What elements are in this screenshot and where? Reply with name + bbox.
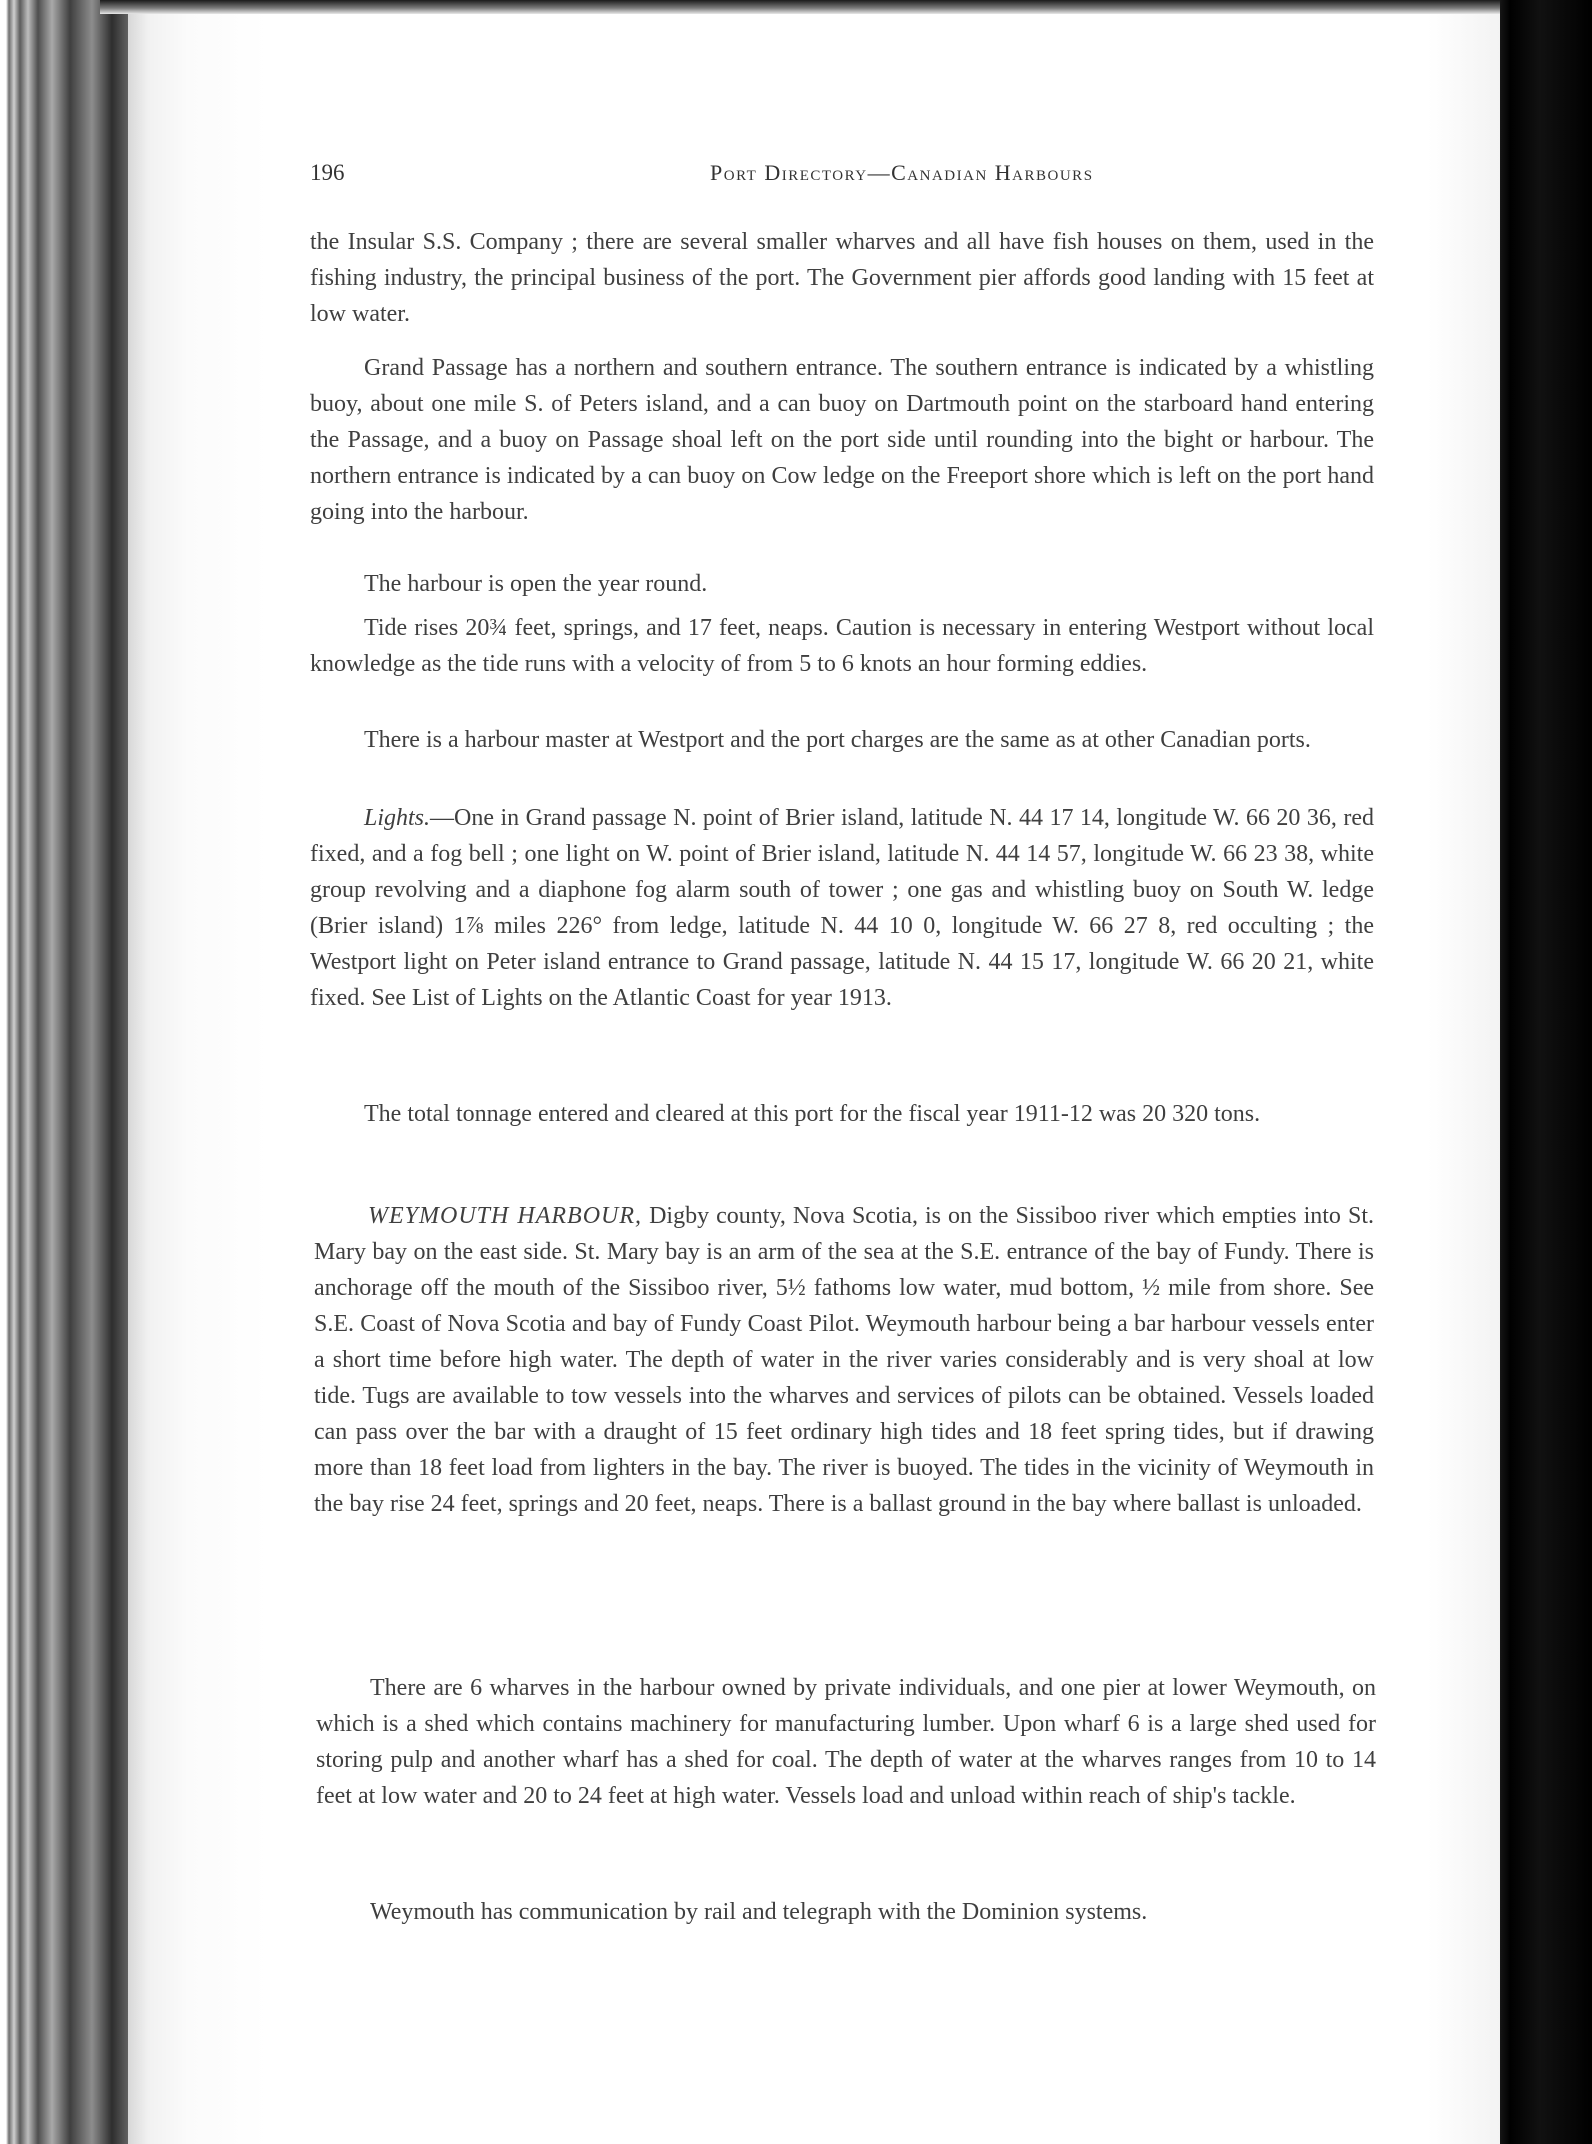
paragraph-tonnage: The total tonnage entered and cleared at this port for the fiscal year 1911-12 was 20 320 tons. bbox=[364, 1101, 1261, 1127]
book-page-edges-left bbox=[0, 0, 128, 2144]
paragraph-communication: Weymouth has communication by rail and telegraph with the Dominion systems. bbox=[370, 1899, 1148, 1925]
paragraph-weymouth-harbour bbox=[314, 1198, 1374, 1522]
paragraph-lights bbox=[310, 800, 1374, 1016]
running-title: Port Directory—Canadian Harbours bbox=[710, 160, 1094, 185]
paragraph-grand-passage: Grand Passage has a northern and southern entrance. The southern entrance is indicated by a whistling buoy, about one mile S. of Peters island, and a can buoy on Dartmouth point on the starboard hand entering the Passage, and a buoy on Passage shoal left on the port side until rounding into the bight or harbour. The northern entrance is indicated by a can buoy on Cow ledge on the Freeport shore which is left on the port hand going into the harbour. bbox=[310, 355, 1374, 525]
weymouth-harbour-heading: WEYMOUTH HARBOUR, bbox=[368, 1203, 643, 1229]
weymouth-harbour-text: Digby county, Nova Scotia, is on the Sissiboo river which empties into St. Mary bay on the east side. St. Mary bay is an arm of the sea at the S.E. entrance of the bay of Fundy. There is anchorage off the mouth of the Sissiboo river, 5½ fathoms low water, mud bottom, ½ mile from shore. See S.E. Coast of Nova Scotia and bay of Fundy Coast Pilot. Weymouth harbour being a bar harbour vessels enter a short time before high water. The depth of water in the river varies considerably and is very shoal at low tide. Tugs are available to tow vessels into the wharves and services of pilots can be obtained. Vessels loaded can pass over the bar with a draught of 15 feet ordinary high tides and 18 feet spring tides, but if drawing more than 18 feet load from lighters in the bay. The river is buoyed. The tides in the vicinity of Weymouth in the bay rise 24 feet, springs and 20 feet, neaps. There is a ballast ground in the bay where ballast is unloaded. bbox=[314, 1203, 1374, 1517]
paragraph-harbour-master: There is a harbour master at Westport and the port charges are the same as at other Canadian ports. bbox=[364, 727, 1311, 753]
lights-lead-heading: Lights. bbox=[364, 805, 431, 831]
lights-text: —One in Grand passage N. point of Brier island, latitude N. 44 17 14, longitude W. 66 20 36, red fixed, and a fog bell ; one light on W. point of Brier island, latitude N. 44 14 57, longitude W. 66 23 38, white group revolving and a diaphone fog alarm south of tower ; one gas and whistling buoy on South W. ledge (Brier island) 1⅞ miles 226° from ledge, latitude N. 44 10 0, longitude W. 66 27 8, red occulting ; the Westport light on Peter island entrance to Grand passage, latitude N. 44 15 17, longitude W. 66 20 21, white fixed. See List of Lights on the Atlantic Coast for year 1913. bbox=[310, 805, 1374, 1011]
running-head bbox=[310, 160, 1500, 200]
paragraph-wharves: There are 6 wharves in the harbour owned by private individuals, and one pier at lower Weymouth, on which is a shed which contains machinery for manufacturing lumber. Upon wharf 6 is a large shed used for storing pulp and another wharf has a shed for coal. The depth of water at the wharves ranges from 10 to 14 feet at low water and 20 to 24 feet at high water. Vessels load and unload within reach of ship's tackle. bbox=[316, 1675, 1376, 1809]
paragraph-tide: Tide rises 20¾ feet, springs, and 17 feet, neaps. Caution is necessary in entering Westport without local knowledge as the tide runs with a velocity of from 5 to 6 knots an hour forming eddies. bbox=[310, 615, 1374, 677]
book-binding-top bbox=[100, 0, 1500, 14]
paragraph-harbour-open: The harbour is open the year round. bbox=[364, 571, 708, 597]
page-number: 196 bbox=[310, 160, 345, 185]
book-page bbox=[128, 14, 1500, 2144]
paragraph-insular-company: the Insular S.S. Company ; there are several smaller wharves and all have fish houses on them, used in the fishing industry, the principal business of the port. The Government pier affords good landing with 15 feet at low water. bbox=[310, 229, 1374, 327]
book-cover-right bbox=[1500, 0, 1592, 2144]
